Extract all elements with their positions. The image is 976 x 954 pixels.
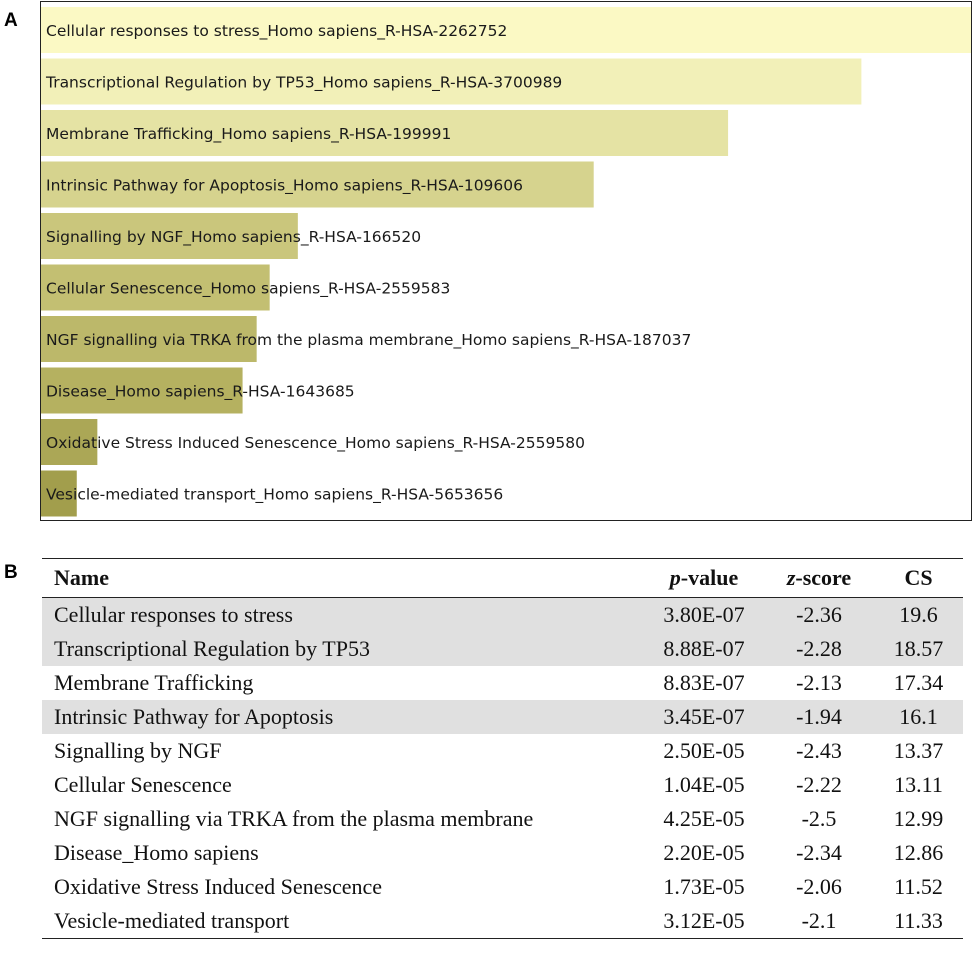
table-row: [42, 836, 963, 870]
cell-name: Cellular Senescence: [54, 772, 232, 797]
cell-pvalue: 2.20E-05: [663, 840, 745, 865]
cell-cs: 11.33: [874, 904, 963, 939]
table-row: [42, 870, 963, 904]
cell-pvalue: 1.73E-05: [663, 874, 745, 899]
bar-label: Signalling by NGF_Homo sapiens_R-HSA-166520: [46, 228, 422, 246]
cell-cs: 17.34: [893, 670, 944, 695]
cell-pvalue: 8.88E-07: [644, 632, 764, 666]
table-row: [42, 904, 963, 939]
cell-pvalue: 8.83E-07: [663, 670, 745, 695]
header-zscore: z-score: [764, 559, 874, 598]
header-name: Name: [42, 559, 644, 598]
table-row: [42, 802, 963, 836]
cell-zscore: -2.5: [801, 806, 837, 831]
cell-name: Intrinsic Pathway for Apoptosis: [42, 700, 644, 734]
cell-pvalue: 3.45E-07: [644, 700, 764, 734]
bar-label: Intrinsic Pathway for Apoptosis_Homo sapiens_R-HSA-109606: [46, 176, 523, 195]
bar-label: Transcriptional Regulation by TP53_Homo sapiens_R-HSA-3700989: [46, 73, 563, 92]
table-row: [42, 700, 963, 734]
bar-label: Vesicle-mediated transport_Homo sapiens_R-HSA-5653656: [46, 485, 504, 504]
cell-pvalue: 2.50E-05: [663, 738, 745, 763]
table-row: [42, 734, 963, 768]
cell-cs: 13.37: [893, 738, 944, 763]
table-row: [42, 632, 963, 666]
cell-cs: 16.1: [874, 700, 963, 734]
cell-zscore: -2.22: [796, 772, 842, 797]
cell-zscore: -2.28: [764, 632, 874, 666]
cell-zscore: -2.13: [796, 670, 842, 695]
cell-zscore: -2.36: [764, 598, 874, 633]
bar-label: Oxidative Stress Induced Senescence_Homo sapiens_R-HSA-2559580: [46, 434, 585, 452]
header-cs: CS: [874, 559, 963, 598]
cell-zscore: -2.43: [796, 738, 842, 763]
bar-chart-panel: [40, 1, 972, 521]
cell-name: Membrane Trafficking: [54, 670, 254, 695]
cell-cs: 19.6: [874, 598, 963, 633]
cell-cs: 12.99: [893, 806, 944, 831]
cell-pvalue: 1.04E-05: [663, 772, 745, 797]
cell-cs: 11.52: [894, 874, 943, 899]
panel-b-label: B: [4, 562, 18, 583]
cell-pvalue: 4.25E-05: [663, 806, 745, 831]
results-table: [42, 558, 963, 939]
header-pvalue: p-value: [644, 559, 764, 598]
panel-a-label: A: [4, 10, 18, 31]
cell-cs: 18.57: [874, 632, 963, 666]
table-row: [42, 666, 963, 700]
cell-name: NGF signalling via TRKA from the plasma membrane: [54, 806, 534, 831]
cell-zscore: -1.94: [764, 700, 874, 734]
table-header-row: [42, 559, 963, 598]
results-table-panel: [42, 558, 963, 939]
bar-label: Membrane Trafficking_Homo sapiens_R-HSA-199991: [46, 125, 452, 143]
table-row: [42, 598, 963, 633]
cell-name: Vesicle-mediated transport: [42, 904, 644, 939]
cell-name: Cellular responses to stress: [42, 598, 644, 633]
cell-zscore: -2.06: [796, 874, 842, 899]
cell-pvalue: 3.12E-05: [644, 904, 764, 939]
bar-label: Cellular Senescence_Homo sapiens_R-HSA-2559583: [46, 279, 451, 298]
cell-pvalue: 3.80E-07: [644, 598, 764, 633]
cell-zscore: -2.1: [764, 904, 874, 939]
bar-label: Cellular responses to stress_Homo sapiens_R-HSA-2262752: [46, 22, 508, 40]
cell-name: Signalling by NGF: [54, 738, 222, 763]
cell-name: Oxidative Stress Induced Senescence: [54, 874, 383, 899]
table-row: [42, 768, 963, 802]
cell-cs: 13.11: [894, 772, 943, 797]
cell-cs: 12.86: [893, 840, 944, 865]
cell-name: Transcriptional Regulation by TP53: [42, 632, 644, 666]
cell-zscore: -2.34: [796, 840, 842, 865]
bar-label: NGF signalling via TRKA from the plasma membrane_Homo sapiens_R-HSA-187037: [46, 331, 692, 349]
bar-chart: [41, 2, 972, 521]
cell-name: Disease_Homo sapiens: [54, 840, 259, 865]
bar-label: Disease_Homo sapiens_R-HSA-1643685: [46, 382, 355, 401]
